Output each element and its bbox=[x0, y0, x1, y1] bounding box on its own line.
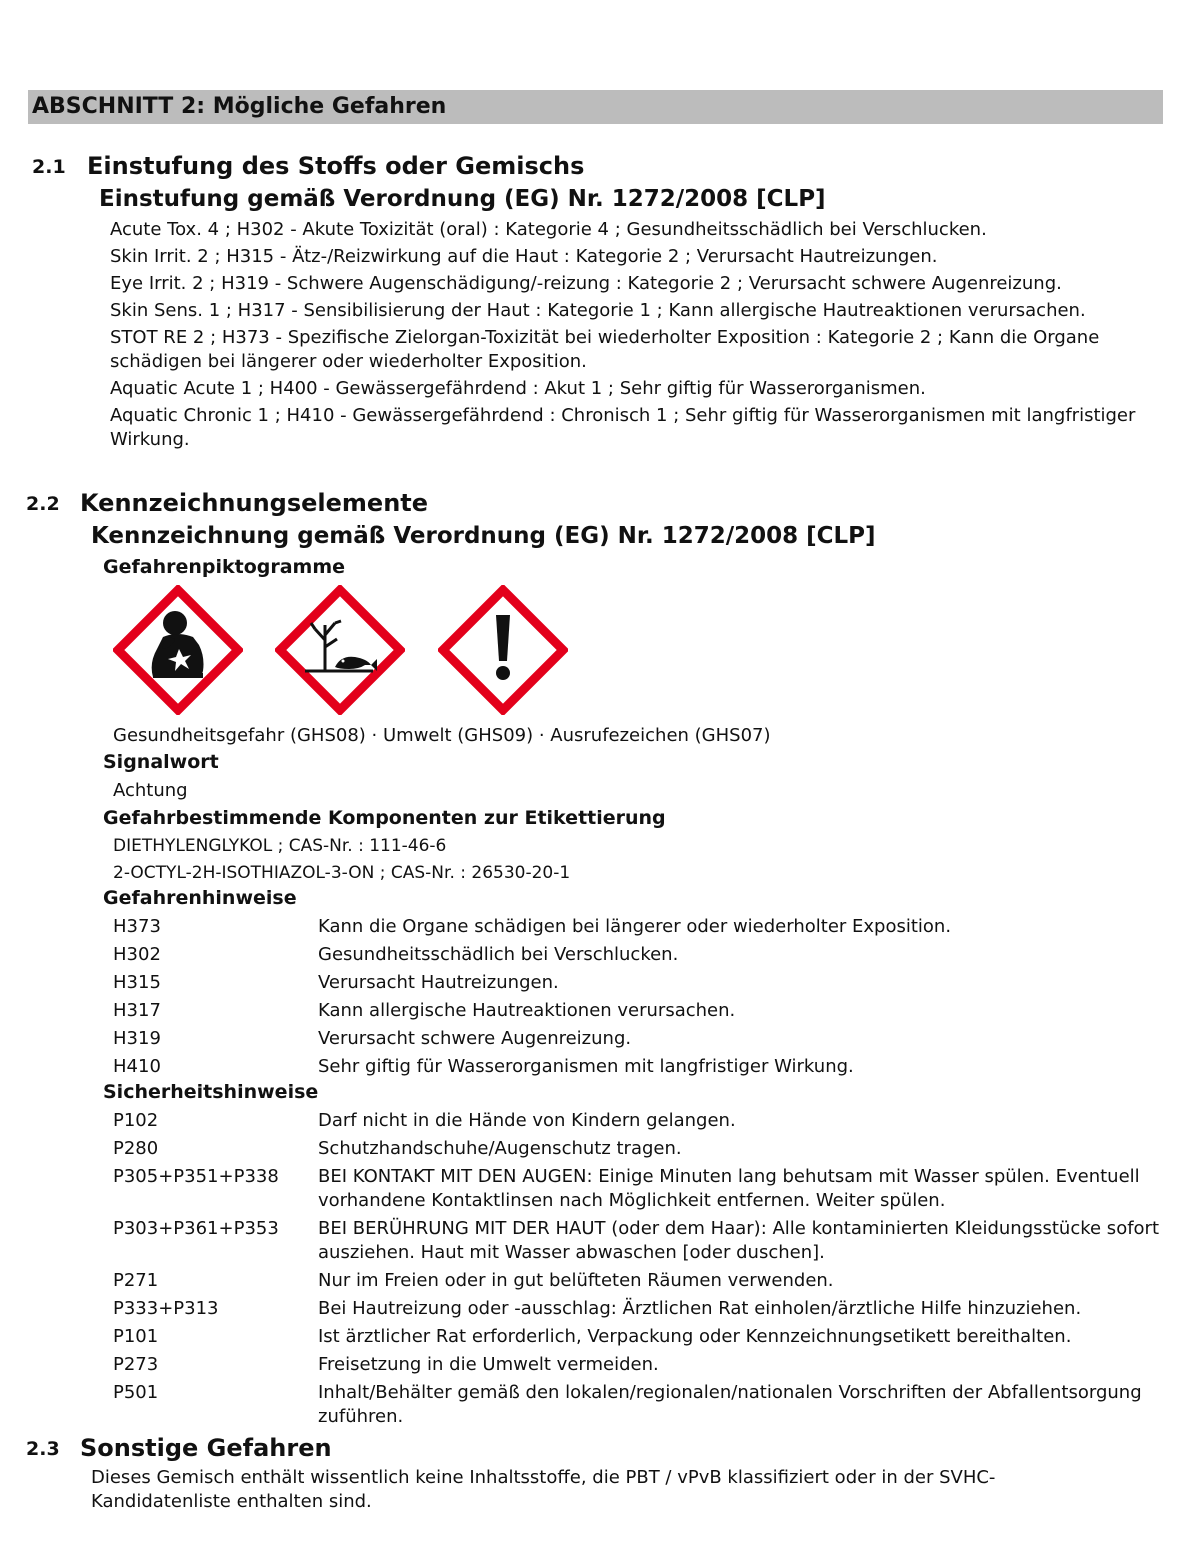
component-line: 2-OCTYL-2H-ISOTHIAZOL-3-ON ; CAS-Nr. : 26530-20-1 bbox=[113, 863, 571, 883]
classification-line: Aquatic Chronic 1 ; H410 - Gewässergefährdend : Chronisch 1 ; Sehr giftig für Wasserorganismen mit langfristiger Wirkung. bbox=[110, 405, 1136, 450]
statement-code: P303+P361+P353 bbox=[113, 1218, 279, 1239]
hazard-statement-row bbox=[113, 1055, 1163, 1079]
classification-line: Skin Sens. 1 ; H317 - Sensibilisierung der Haut : Kategorie 1 ; Kann allergische Hautreaktionen verursachen. bbox=[110, 300, 1086, 321]
classification-line: Aquatic Acute 1 ; H400 - Gewässergefährdend : Akut 1 ; Sehr giftig für Wasserorganismen. bbox=[110, 378, 926, 399]
precautionary-statement-row bbox=[113, 1297, 1163, 1321]
precautionary-statement-row bbox=[113, 1353, 1163, 1377]
statement-text: Gesundheitsschädlich bei Verschlucken. bbox=[318, 944, 679, 965]
statement-text: BEI BERÜHRUNG MIT DER HAUT (oder dem Haar): Alle kontaminierten Kleidungsstücke sofort ausziehen. Haut mit Wasser abwaschen [oder duschen]. bbox=[318, 1218, 1160, 1263]
statement-text: Kann allergische Hautreaktionen verursachen. bbox=[318, 1000, 736, 1021]
components-heading: Gefahrbestimmende Komponenten zur Etikettierung bbox=[103, 807, 666, 829]
precautionary-statement-row bbox=[113, 1381, 1163, 1429]
statement-code: P305+P351+P338 bbox=[113, 1166, 279, 1187]
statement-code: H317 bbox=[113, 1000, 161, 1021]
statement-text: Kann die Organe schädigen bei längerer oder wiederholter Exposition. bbox=[318, 916, 952, 937]
statement-code: P333+P313 bbox=[113, 1298, 219, 1319]
section-2-3-title: Sonstige Gefahren bbox=[80, 1434, 332, 1462]
section-2-1-title: Einstufung des Stoffs oder Gemischs bbox=[87, 152, 585, 180]
statement-text: Schutzhandschuhe/Augenschutz tragen. bbox=[318, 1138, 682, 1159]
classification-line: Acute Tox. 4 ; H302 - Akute Toxizität (oral) : Kategorie 4 ; Gesundheitsschädlich bei Verschlucken. bbox=[110, 219, 987, 240]
hazard-statement-row bbox=[113, 999, 1163, 1023]
statement-text: Verursacht Hautreizungen. bbox=[318, 972, 559, 993]
precautionary-statement-row bbox=[113, 1137, 1163, 1161]
precautionary-statement-row bbox=[113, 1217, 1163, 1265]
statement-code: H373 bbox=[113, 916, 161, 937]
statement-text: Inhalt/Behälter gemäß den lokalen/regionalen/nationalen Vorschriften der Abfallentsorgung zuführen. bbox=[318, 1382, 1142, 1427]
section-2-3-number: 2.3 bbox=[26, 1438, 60, 1460]
classification-line: STOT RE 2 ; H373 - Spezifische Zielorgan-Toxizität bei wiederholter Exposition : Kategorie 2 ; Kann die Organe schädigen bei längerer oder wiederholter Exposition. bbox=[110, 327, 1100, 372]
other-hazards-text: Dieses Gemisch enthält wissentlich keine Inhaltsstoffe, die PBT / vPvB klassifiziert oder in der SVHC-Kandidatenliste enthalten sind. bbox=[91, 1467, 996, 1512]
statement-code: P102 bbox=[113, 1110, 159, 1131]
health-hazard-ghs08-icon bbox=[113, 585, 243, 715]
hazard-statements-list bbox=[113, 915, 1163, 1079]
precautionary-statement-row bbox=[113, 1325, 1163, 1349]
section-2-1-number: 2.1 bbox=[32, 156, 66, 178]
precautionary-statements-list bbox=[113, 1109, 1163, 1429]
precautionary-statement-row bbox=[113, 1269, 1163, 1293]
statement-code: P273 bbox=[113, 1354, 159, 1375]
hazard-statement-row bbox=[113, 915, 1163, 939]
pictogram-caption: Gesundheitsgefahr (GHS08) · Umwelt (GHS09) · Ausrufezeichen (GHS07) bbox=[113, 725, 771, 746]
environment-ghs09-icon bbox=[275, 585, 405, 715]
statement-text: Ist ärztlicher Rat erforderlich, Verpackung oder Kennzeichnungsetikett bereithalten. bbox=[318, 1326, 1072, 1347]
classification-line: Eye Irrit. 2 ; H319 - Schwere Augenschädigung/-reizung : Kategorie 2 ; Verursacht schwere Augenreizung. bbox=[110, 273, 1062, 294]
statement-code: P501 bbox=[113, 1382, 159, 1403]
statement-code: P271 bbox=[113, 1270, 159, 1291]
signal-word: Achtung bbox=[113, 780, 188, 801]
hazard-statements-heading: Gefahrenhinweise bbox=[103, 887, 297, 909]
statement-code: H302 bbox=[113, 944, 161, 965]
statement-code: P101 bbox=[113, 1326, 159, 1347]
statement-text: Sehr giftig für Wasserorganismen mit langfristiger Wirkung. bbox=[318, 1056, 854, 1077]
section-2-2-number: 2.2 bbox=[26, 493, 60, 515]
hazard-statement-row bbox=[113, 943, 1163, 967]
statement-text: Verursacht schwere Augenreizung. bbox=[318, 1028, 632, 1049]
section-2-2-subtitle: Kennzeichnung gemäß Verordnung (EG) Nr. 1272/2008 [CLP] bbox=[91, 523, 876, 549]
exclamation-ghs07-icon bbox=[438, 585, 568, 715]
section-2-2-title: Kennzeichnungselemente bbox=[80, 489, 429, 517]
hazard-statement-row bbox=[113, 971, 1163, 995]
precautionary-statements-heading: Sicherheitshinweise bbox=[103, 1081, 319, 1103]
statement-code: H319 bbox=[113, 1028, 161, 1049]
classification-line: Skin Irrit. 2 ; H315 - Ätz-/Reizwirkung auf die Haut : Kategorie 2 ; Verursacht Hautreizungen. bbox=[110, 246, 938, 267]
precautionary-statement-row bbox=[113, 1165, 1163, 1213]
component-line: DIETHYLENGLYKOL ; CAS-Nr. : 111-46-6 bbox=[113, 836, 447, 856]
section-title: ABSCHNITT 2: Mögliche Gefahren bbox=[28, 90, 1163, 124]
statement-text: Freisetzung in die Umwelt vermeiden. bbox=[318, 1354, 659, 1375]
hazard-statement-row bbox=[113, 1027, 1163, 1051]
pictograms-heading: Gefahrenpiktogramme bbox=[103, 556, 346, 578]
precautionary-statement-row bbox=[113, 1109, 1163, 1133]
statement-text: Nur im Freien oder in gut belüfteten Räumen verwenden. bbox=[318, 1270, 834, 1291]
signal-word-heading: Signalwort bbox=[103, 751, 219, 773]
section-2-1-subtitle: Einstufung gemäß Verordnung (EG) Nr. 1272/2008 [CLP] bbox=[99, 186, 826, 212]
statement-code: H315 bbox=[113, 972, 161, 993]
statement-text: BEI KONTAKT MIT DEN AUGEN: Einige Minuten lang behutsam mit Wasser spülen. Eventuell vorhandene Kontaktlinsen nach Möglichkeit entfernen. Weiter spülen. bbox=[318, 1166, 1140, 1211]
statement-text: Darf nicht in die Hände von Kindern gelangen. bbox=[318, 1110, 736, 1131]
statement-text: Bei Hautreizung oder -ausschlag: Ärztlichen Rat einholen/ärztliche Hilfe hinzuziehen. bbox=[318, 1298, 1082, 1319]
statement-code: H410 bbox=[113, 1056, 161, 1077]
statement-code: P280 bbox=[113, 1138, 159, 1159]
